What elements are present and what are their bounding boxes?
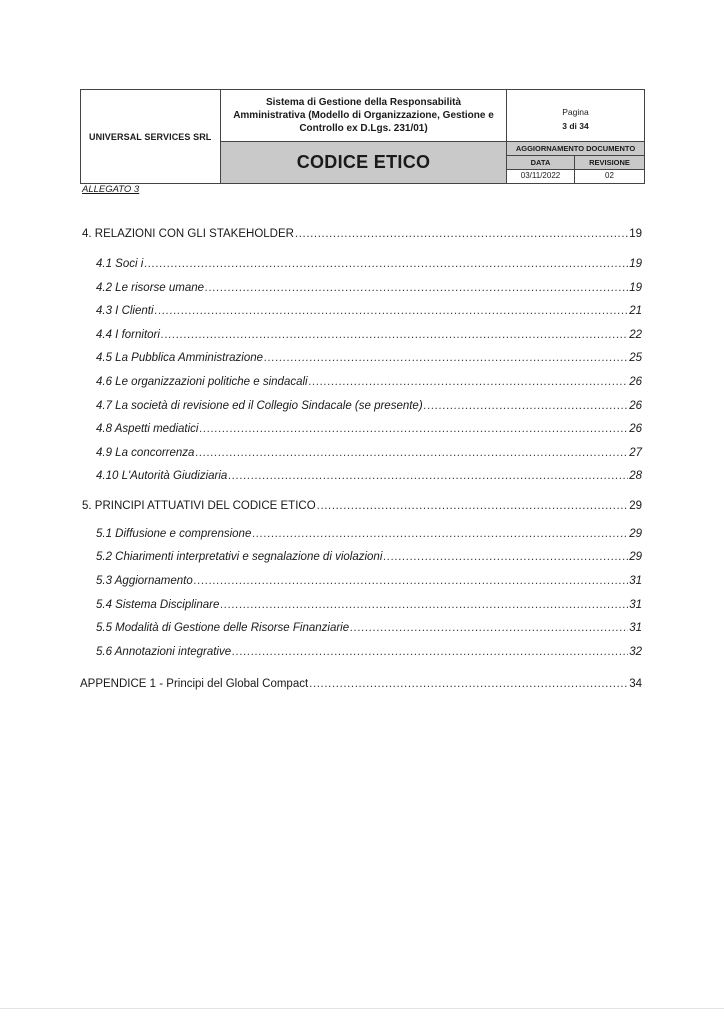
toc-entry — [96, 400, 642, 412]
toc-entry-page: 28 — [629, 470, 642, 482]
toc-dot-leader — [161, 329, 628, 341]
toc-entry — [96, 352, 642, 364]
toc-entry-page: 29 — [629, 528, 642, 540]
toc-entry-label: 5.1 Diffusione e comprensione — [96, 528, 252, 540]
toc-entry — [96, 282, 642, 294]
toc-entry-page: 31 — [629, 622, 642, 634]
toc-dot-leader — [228, 470, 628, 482]
toc-entry-label: 4.6 Le organizzazioni politiche e sindacali — [96, 376, 308, 388]
toc-entry-label: 5.4 Sistema Disciplinare — [96, 599, 220, 611]
page-label: Pagina — [562, 107, 589, 117]
toc-dot-leader — [264, 352, 628, 364]
toc-dot-leader — [252, 528, 628, 540]
toc-entry-page: 34 — [629, 678, 642, 690]
toc-entry-page: 19 — [629, 258, 642, 270]
toc-dot-leader — [424, 400, 629, 412]
toc-entry — [96, 376, 642, 388]
toc-dot-leader — [195, 447, 628, 459]
toc-entry-label: APPENDICE 1 - Principi del Global Compact — [80, 678, 309, 690]
toc-dot-leader — [309, 376, 629, 388]
toc-dot-leader — [194, 575, 628, 587]
toc-dot-leader — [205, 282, 628, 294]
toc-dot-leader — [199, 423, 628, 435]
document-title: CODICE ETICO — [221, 142, 507, 183]
toc-dot-leader — [220, 599, 628, 611]
toc-entry-page: 19 — [629, 228, 642, 240]
toc-entry — [96, 258, 642, 270]
toc-entry — [96, 305, 642, 317]
toc-entry — [96, 551, 642, 563]
revision-value: 02 — [605, 171, 614, 180]
toc-entry-label: 4.9 La concorrenza — [96, 447, 195, 459]
toc-entry-page: 19 — [629, 282, 642, 294]
toc-entry-page: 21 — [629, 305, 642, 317]
toc-dot-leader — [309, 678, 628, 690]
toc-dot-leader — [144, 258, 628, 270]
update-label: AGGIORNAMENTO DOCUMENTO — [507, 142, 644, 156]
toc-dot-leader — [383, 551, 628, 563]
toc-entry-page: 29 — [629, 551, 642, 563]
toc-entry — [96, 528, 642, 540]
toc-entry-label: 5.5 Modalità di Gestione delle Risorse Finanziarie — [96, 622, 350, 634]
company-cell — [81, 90, 221, 183]
system-title: Sistema di Gestione della Responsabilità Amministrativa (Modello di Organizzazione, Gestione e Controllo ex D.Lgs. 231/01) — [221, 90, 507, 142]
toc-entry — [82, 228, 642, 240]
toc-entry-page: 31 — [629, 599, 642, 611]
toc-entry-label: 4.4 I fornitori — [96, 329, 160, 341]
page-number: 3 di 34 — [562, 121, 589, 131]
date-label: DATA — [507, 156, 575, 170]
toc-entry-page: 29 — [629, 500, 642, 512]
toc-dot-leader — [232, 646, 628, 658]
toc-entry-label: 4. RELAZIONI CON GLI STAKEHOLDER — [82, 228, 294, 240]
page-edge-divider — [0, 1008, 724, 1009]
toc-entry — [96, 622, 642, 634]
toc-entry-label: 4.2 Le risorse umane — [96, 282, 205, 294]
toc-dot-leader — [295, 228, 628, 240]
toc-dot-leader — [350, 622, 628, 634]
toc-entry-label: 5.6 Annotazioni integrative — [96, 646, 232, 658]
attachment-label: ALLEGATO 3 — [82, 184, 140, 195]
date-value: 03/11/2022 — [507, 170, 575, 183]
toc-entry — [96, 599, 642, 611]
toc-entry — [96, 470, 642, 482]
toc-entry-label: 5.2 Chiarimenti interpretativi e segnalazione di violazioni — [96, 551, 383, 563]
toc-dot-leader — [155, 305, 629, 317]
company-name: UNIVERSAL SERVICES SRL — [89, 132, 212, 142]
toc-entry — [96, 447, 642, 459]
toc-entry-page: 26 — [629, 423, 642, 435]
toc-entry-page: 27 — [629, 447, 642, 459]
toc-entry-label: 4.10 L'Autorità Giudiziaria — [96, 470, 228, 482]
page-info-cell — [507, 90, 644, 142]
toc-entry-page: 31 — [629, 575, 642, 587]
toc-entry-page: 25 — [629, 352, 642, 364]
toc-entry-page: 26 — [629, 400, 642, 412]
toc-entry-label: 4.1 Soci i — [96, 258, 144, 270]
toc-entry — [96, 329, 642, 341]
toc-entry — [96, 575, 642, 587]
toc-entry-label: 5.3 Aggiornamento — [96, 575, 193, 587]
toc-entry-page: 32 — [629, 646, 642, 658]
toc-dot-leader — [317, 500, 629, 512]
toc-entry-label: 4.7 La società di revisione ed il Collegio Sindacale (se presente) — [96, 400, 423, 412]
toc-entry-page: 26 — [629, 376, 642, 388]
toc-entry-label: 4.8 Aspetti mediatici — [96, 423, 199, 435]
toc-entry-page: 22 — [629, 329, 642, 341]
toc-entry — [82, 500, 642, 512]
revision-label: REVISIONE — [575, 156, 644, 170]
toc-entry — [96, 423, 642, 435]
document-header-table — [80, 89, 645, 184]
toc-entry-label: 4.3 I Clienti — [96, 305, 154, 317]
toc-entry-label: 4.5 La Pubblica Amministrazione — [96, 352, 264, 364]
toc-entry — [96, 646, 642, 658]
toc-entry-label: 5. PRINCIPI ATTUATIVI DEL CODICE ETICO — [82, 500, 316, 512]
toc-entry — [80, 678, 642, 690]
